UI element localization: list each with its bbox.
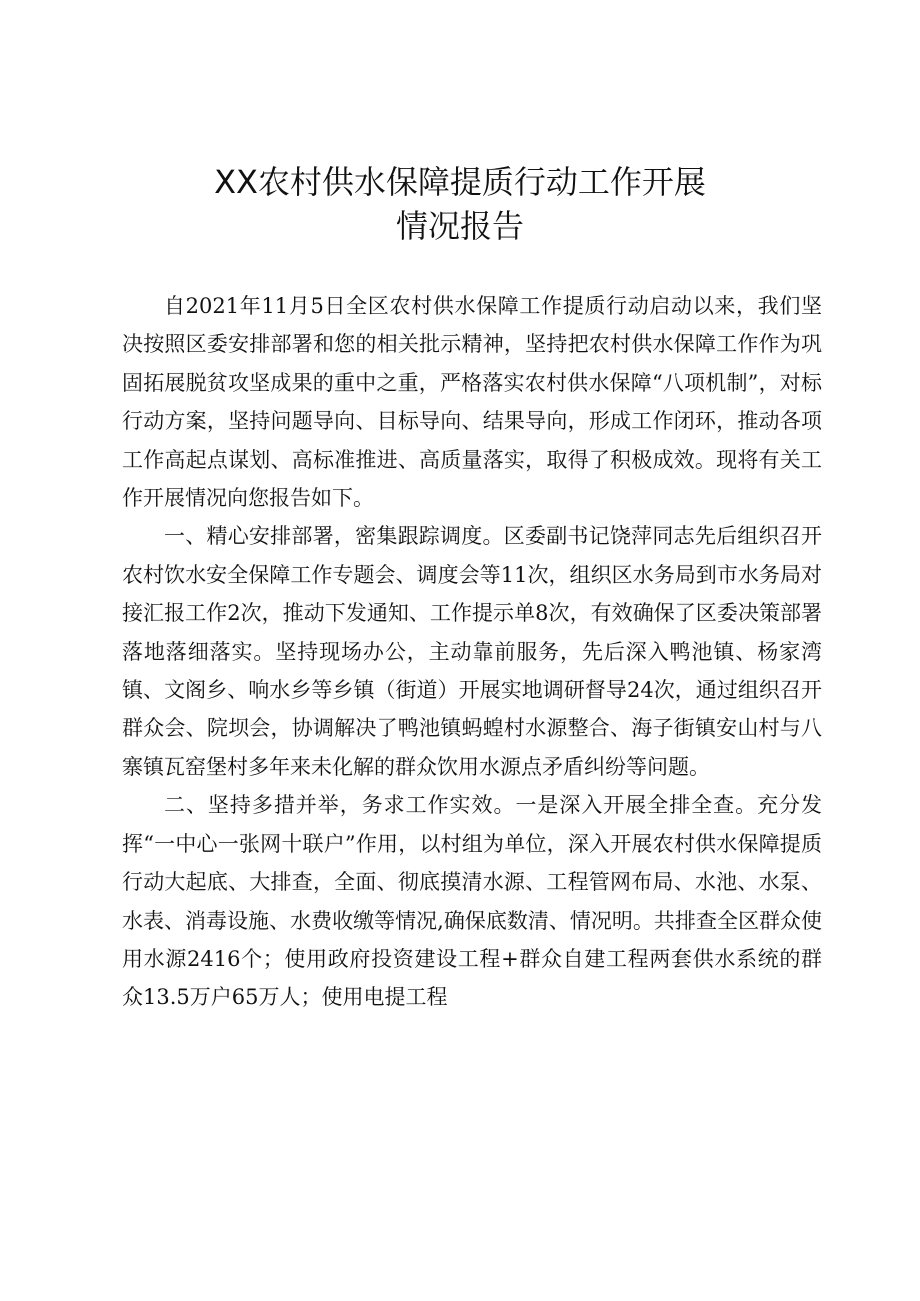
document-body xyxy=(122,287,822,1017)
paragraph-text: 二、坚持多措并举，务求工作实效。一是深入开展全排全查。充分发挥“一中心一张网十联户”作用，以村组为单位，深入开展农村供水保障提质行动大起底、大排查，全面、彻底摸清水源、工程管网布局、水池、水泵、水表、消毒设施、水费收缴等情况,确保底数清、情况明。共排查全区群众使用水源2416个；使用政府投资建设工程+群众自建工程两套供水系统的群众13.5万户65万人；使用电提工程 xyxy=(122,793,822,1010)
title-line-1: XX农村供水保障提质行动工作开展 xyxy=(214,163,706,201)
paragraph-text: 一、精心安排部署，密集跟踪调度。区委副书记饶萍同志先后组织召开农村饮水安全保障工作专题会、调度会等11次，组织区水务局到市水务局对接汇报工作2次，推动下发通知、工作提示单8次，有效确保了区委决策部署落地落细落实。坚持现场办公，主动靠前服务，先后深入鸭池镇、杨家湾镇、文阁乡、响水乡等乡镇（街道）开展实地调研督导24次，通过组织召开群众会、院坝会，协调解决了鸭池镇蚂蝗村水源整合、海子街镇安山村与八寨镇瓦窑堡村多年来未化解的群众饮用水源点矛盾纠纷等问题。 xyxy=(122,524,822,779)
paragraph-text: 自2021年11月5日全区农村供水保障工作提质行动启动以来，我们坚决按照区委安排部署和您的相关批示精神，坚持把农村供水保障工作作为巩固拓展脱贫攻坚成果的重中之重，严格落实农村供水保障“八项机制”，对标行动方案，坚持问题导向、目标导向、结果导向，形成工作闭环，推动各项工作高起点谋划、高标准推进、高质量落实，取得了积极成效。现将有关工作开展情况向您报告如下。 xyxy=(122,294,822,511)
paragraph-intro xyxy=(122,287,822,517)
document-title xyxy=(0,160,920,248)
paragraph-section-2 xyxy=(122,786,822,1016)
paragraph-section-1 xyxy=(122,517,822,786)
title-line-2: 情况报告 xyxy=(395,207,524,245)
